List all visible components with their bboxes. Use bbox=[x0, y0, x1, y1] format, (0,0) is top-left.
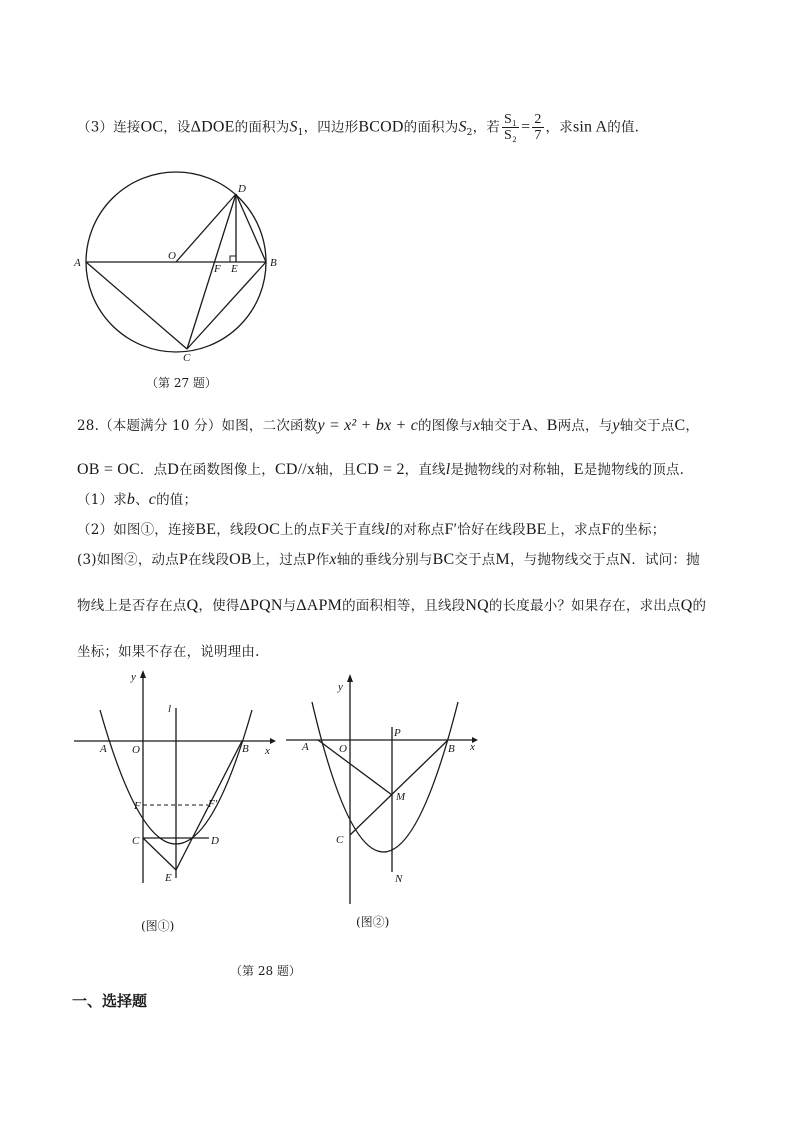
text: 的值. bbox=[607, 119, 640, 136]
triangle-apm: ΔAPM bbox=[296, 597, 343, 614]
text: ．试问：抛 bbox=[631, 552, 700, 568]
point-a: A bbox=[521, 417, 534, 434]
segment-bc bbox=[350, 740, 448, 835]
text: （1）求 bbox=[77, 492, 127, 508]
q27-caption: （第 27 题） bbox=[146, 376, 217, 390]
label-o: O bbox=[339, 743, 347, 755]
fraction-denominator: S₂ bbox=[504, 128, 518, 144]
label-p: P bbox=[394, 727, 401, 739]
q28-line-5 bbox=[77, 548, 700, 569]
text: ， bbox=[685, 418, 700, 434]
point-p: P bbox=[306, 551, 316, 568]
label-m: M bbox=[396, 791, 406, 803]
q28-figure-2 bbox=[282, 672, 492, 912]
text: 的面积为 bbox=[403, 119, 459, 136]
x-axis-arrow bbox=[270, 738, 276, 744]
text: 物线上是否存在点 bbox=[77, 598, 187, 614]
s2-subscript: 2 bbox=[466, 128, 473, 139]
point-c: C bbox=[674, 417, 686, 434]
label-f: F bbox=[134, 800, 141, 812]
section-title: 一、选择题 bbox=[72, 992, 148, 1010]
text: （2）如图①，连接 bbox=[77, 522, 196, 538]
parabola bbox=[312, 702, 458, 852]
point-n: N bbox=[619, 551, 632, 568]
label-e: E bbox=[231, 263, 238, 275]
q28-line-3 bbox=[77, 488, 197, 509]
text: 交于点 bbox=[454, 552, 496, 568]
text: 的面积为 bbox=[234, 119, 290, 136]
fig1-caption: (图①) bbox=[141, 919, 175, 933]
label-c: C bbox=[336, 834, 344, 846]
y-axis-arrow bbox=[140, 670, 146, 678]
label-f: F bbox=[214, 263, 221, 275]
text: 在线段 bbox=[188, 552, 230, 568]
y-symbol: y bbox=[612, 417, 620, 434]
q28-line-7 bbox=[77, 640, 260, 660]
text: 轴的垂线分别与 bbox=[336, 552, 433, 568]
text: 作 bbox=[315, 552, 330, 568]
label-o: O bbox=[132, 744, 140, 756]
point-f-prime: F′ bbox=[444, 521, 458, 538]
label-b: B bbox=[270, 257, 277, 269]
text: ，线段 bbox=[216, 522, 258, 538]
triangle-doe: ΔDOE bbox=[190, 118, 235, 136]
text: 上，求点 bbox=[546, 522, 602, 538]
line-l: l bbox=[385, 521, 390, 538]
text: 坐标；如果不存在，说明理由. bbox=[77, 644, 260, 660]
text: 上的点 bbox=[280, 522, 322, 538]
text: 、 bbox=[135, 492, 149, 508]
quad-bcod: BCOD bbox=[358, 118, 404, 136]
text: 28.（本题满分 10 分）如图，二次函数 bbox=[77, 418, 318, 434]
label-d: D bbox=[238, 183, 246, 195]
label-b: B bbox=[448, 743, 455, 755]
label-a: A bbox=[100, 743, 107, 755]
q28-line-6 bbox=[77, 594, 706, 615]
label-l: l bbox=[168, 703, 172, 715]
text: 的坐标； bbox=[610, 522, 666, 538]
chord-db bbox=[236, 194, 266, 262]
cd-eq-2: CD = 2 bbox=[356, 461, 405, 478]
segment-ob: OB bbox=[229, 551, 252, 568]
label-a: A bbox=[74, 257, 81, 269]
s1-subscript: 1 bbox=[297, 128, 304, 139]
text: (3)如图②，动点 bbox=[77, 552, 179, 568]
right-angle-mark bbox=[230, 256, 236, 262]
fig2-caption: (图②) bbox=[356, 915, 390, 929]
text: 轴交于点 bbox=[619, 418, 675, 434]
label-e: E bbox=[165, 872, 172, 884]
segment-bc: BC bbox=[432, 551, 455, 568]
point-f: F bbox=[321, 521, 331, 538]
text: 的长度最小？如果存在，求出点 bbox=[488, 598, 681, 614]
text: ，四边形 bbox=[303, 119, 359, 136]
ratio-fraction bbox=[502, 112, 519, 144]
text: 恰好在线段 bbox=[457, 522, 526, 538]
label-d: D bbox=[211, 835, 219, 847]
chord-cd bbox=[187, 194, 236, 349]
c-symbol: c bbox=[148, 491, 157, 508]
label-f-prime: F′ bbox=[208, 798, 218, 810]
q28-line-1 bbox=[77, 414, 699, 435]
point-b: B bbox=[546, 417, 558, 434]
point-e: E bbox=[573, 461, 584, 478]
label-n: N bbox=[395, 873, 403, 885]
text: 是抛物线的顶点. bbox=[583, 462, 685, 478]
fraction-numerator: S₁ bbox=[504, 112, 518, 127]
segment-nq: NQ bbox=[465, 597, 489, 614]
label-c: C bbox=[183, 352, 191, 364]
text: 两点，与 bbox=[557, 418, 613, 434]
point-m: M bbox=[495, 551, 510, 568]
q28-line-4 bbox=[77, 518, 665, 539]
label-y: y bbox=[338, 681, 343, 693]
b-symbol: b bbox=[126, 491, 136, 508]
text: 的图像与 bbox=[418, 418, 473, 434]
segment-od bbox=[176, 194, 236, 262]
s1-symbol: S bbox=[289, 118, 298, 136]
x-symbol: x bbox=[472, 417, 481, 434]
q28-line-2 bbox=[77, 458, 684, 479]
text: 的对称点 bbox=[389, 522, 445, 538]
q27-circle-figure bbox=[72, 168, 292, 388]
label-a: A bbox=[302, 741, 309, 753]
text: 的面积相等，且线段 bbox=[342, 598, 466, 614]
y-axis-arrow bbox=[347, 674, 353, 682]
point-q: Q bbox=[680, 597, 693, 614]
text: 关于直线 bbox=[330, 522, 386, 538]
text: 、 bbox=[533, 418, 547, 434]
q27-part3-line bbox=[77, 112, 639, 144]
text: ，设 bbox=[163, 119, 191, 136]
text: ，求 bbox=[545, 119, 573, 136]
ob-eq-oc: OB = OC bbox=[77, 461, 140, 478]
quadratic-function: y = x² + bx + c bbox=[317, 417, 419, 434]
cd-parallel-x: CD//x bbox=[274, 461, 316, 478]
text: 在函数图像上， bbox=[179, 462, 275, 478]
text: 上，过点 bbox=[251, 552, 307, 568]
text: ，若 bbox=[472, 119, 501, 136]
fraction-denominator: 7 bbox=[534, 128, 542, 144]
label-x: x bbox=[265, 745, 270, 757]
segment-be: BE bbox=[195, 521, 217, 538]
text: 轴交于 bbox=[480, 418, 522, 434]
segment-oc: OC bbox=[140, 118, 164, 136]
text: 的值； bbox=[156, 492, 198, 508]
text: ，直线 bbox=[404, 462, 446, 478]
text: 与 bbox=[282, 598, 297, 614]
text: 的 bbox=[692, 598, 707, 614]
label-y: y bbox=[131, 671, 136, 683]
sin-a: sin A bbox=[572, 118, 608, 136]
point-f: F bbox=[601, 521, 611, 538]
label-b: B bbox=[242, 743, 249, 755]
text: ，使得 bbox=[198, 598, 240, 614]
label-c: C bbox=[132, 835, 140, 847]
point-q: Q bbox=[186, 597, 199, 614]
segment-oc: OC bbox=[257, 521, 280, 538]
s2-symbol: S bbox=[458, 118, 467, 136]
chord-ac bbox=[86, 262, 187, 349]
triangle-pqn: ΔPQN bbox=[239, 597, 283, 614]
text: 轴，且 bbox=[315, 462, 357, 478]
x-symbol: x bbox=[329, 551, 337, 568]
value-fraction bbox=[532, 112, 543, 144]
text: ．点 bbox=[139, 462, 168, 478]
line-l: l bbox=[445, 461, 451, 478]
text: ，与抛物线交于点 bbox=[509, 552, 620, 568]
fraction-numerator: 2 bbox=[534, 112, 542, 127]
label-o: O bbox=[168, 250, 176, 262]
text: （3）连接 bbox=[77, 119, 141, 136]
point-d: D bbox=[167, 461, 180, 478]
equals-sign: = bbox=[521, 118, 531, 136]
point-p: P bbox=[178, 551, 189, 568]
label-x: x bbox=[470, 741, 475, 753]
q28-caption: （第 28 题） bbox=[230, 964, 301, 978]
text: 是抛物线的对称轴， bbox=[450, 462, 574, 478]
segment-be: BE bbox=[525, 521, 547, 538]
q28-figure-1 bbox=[70, 668, 290, 888]
